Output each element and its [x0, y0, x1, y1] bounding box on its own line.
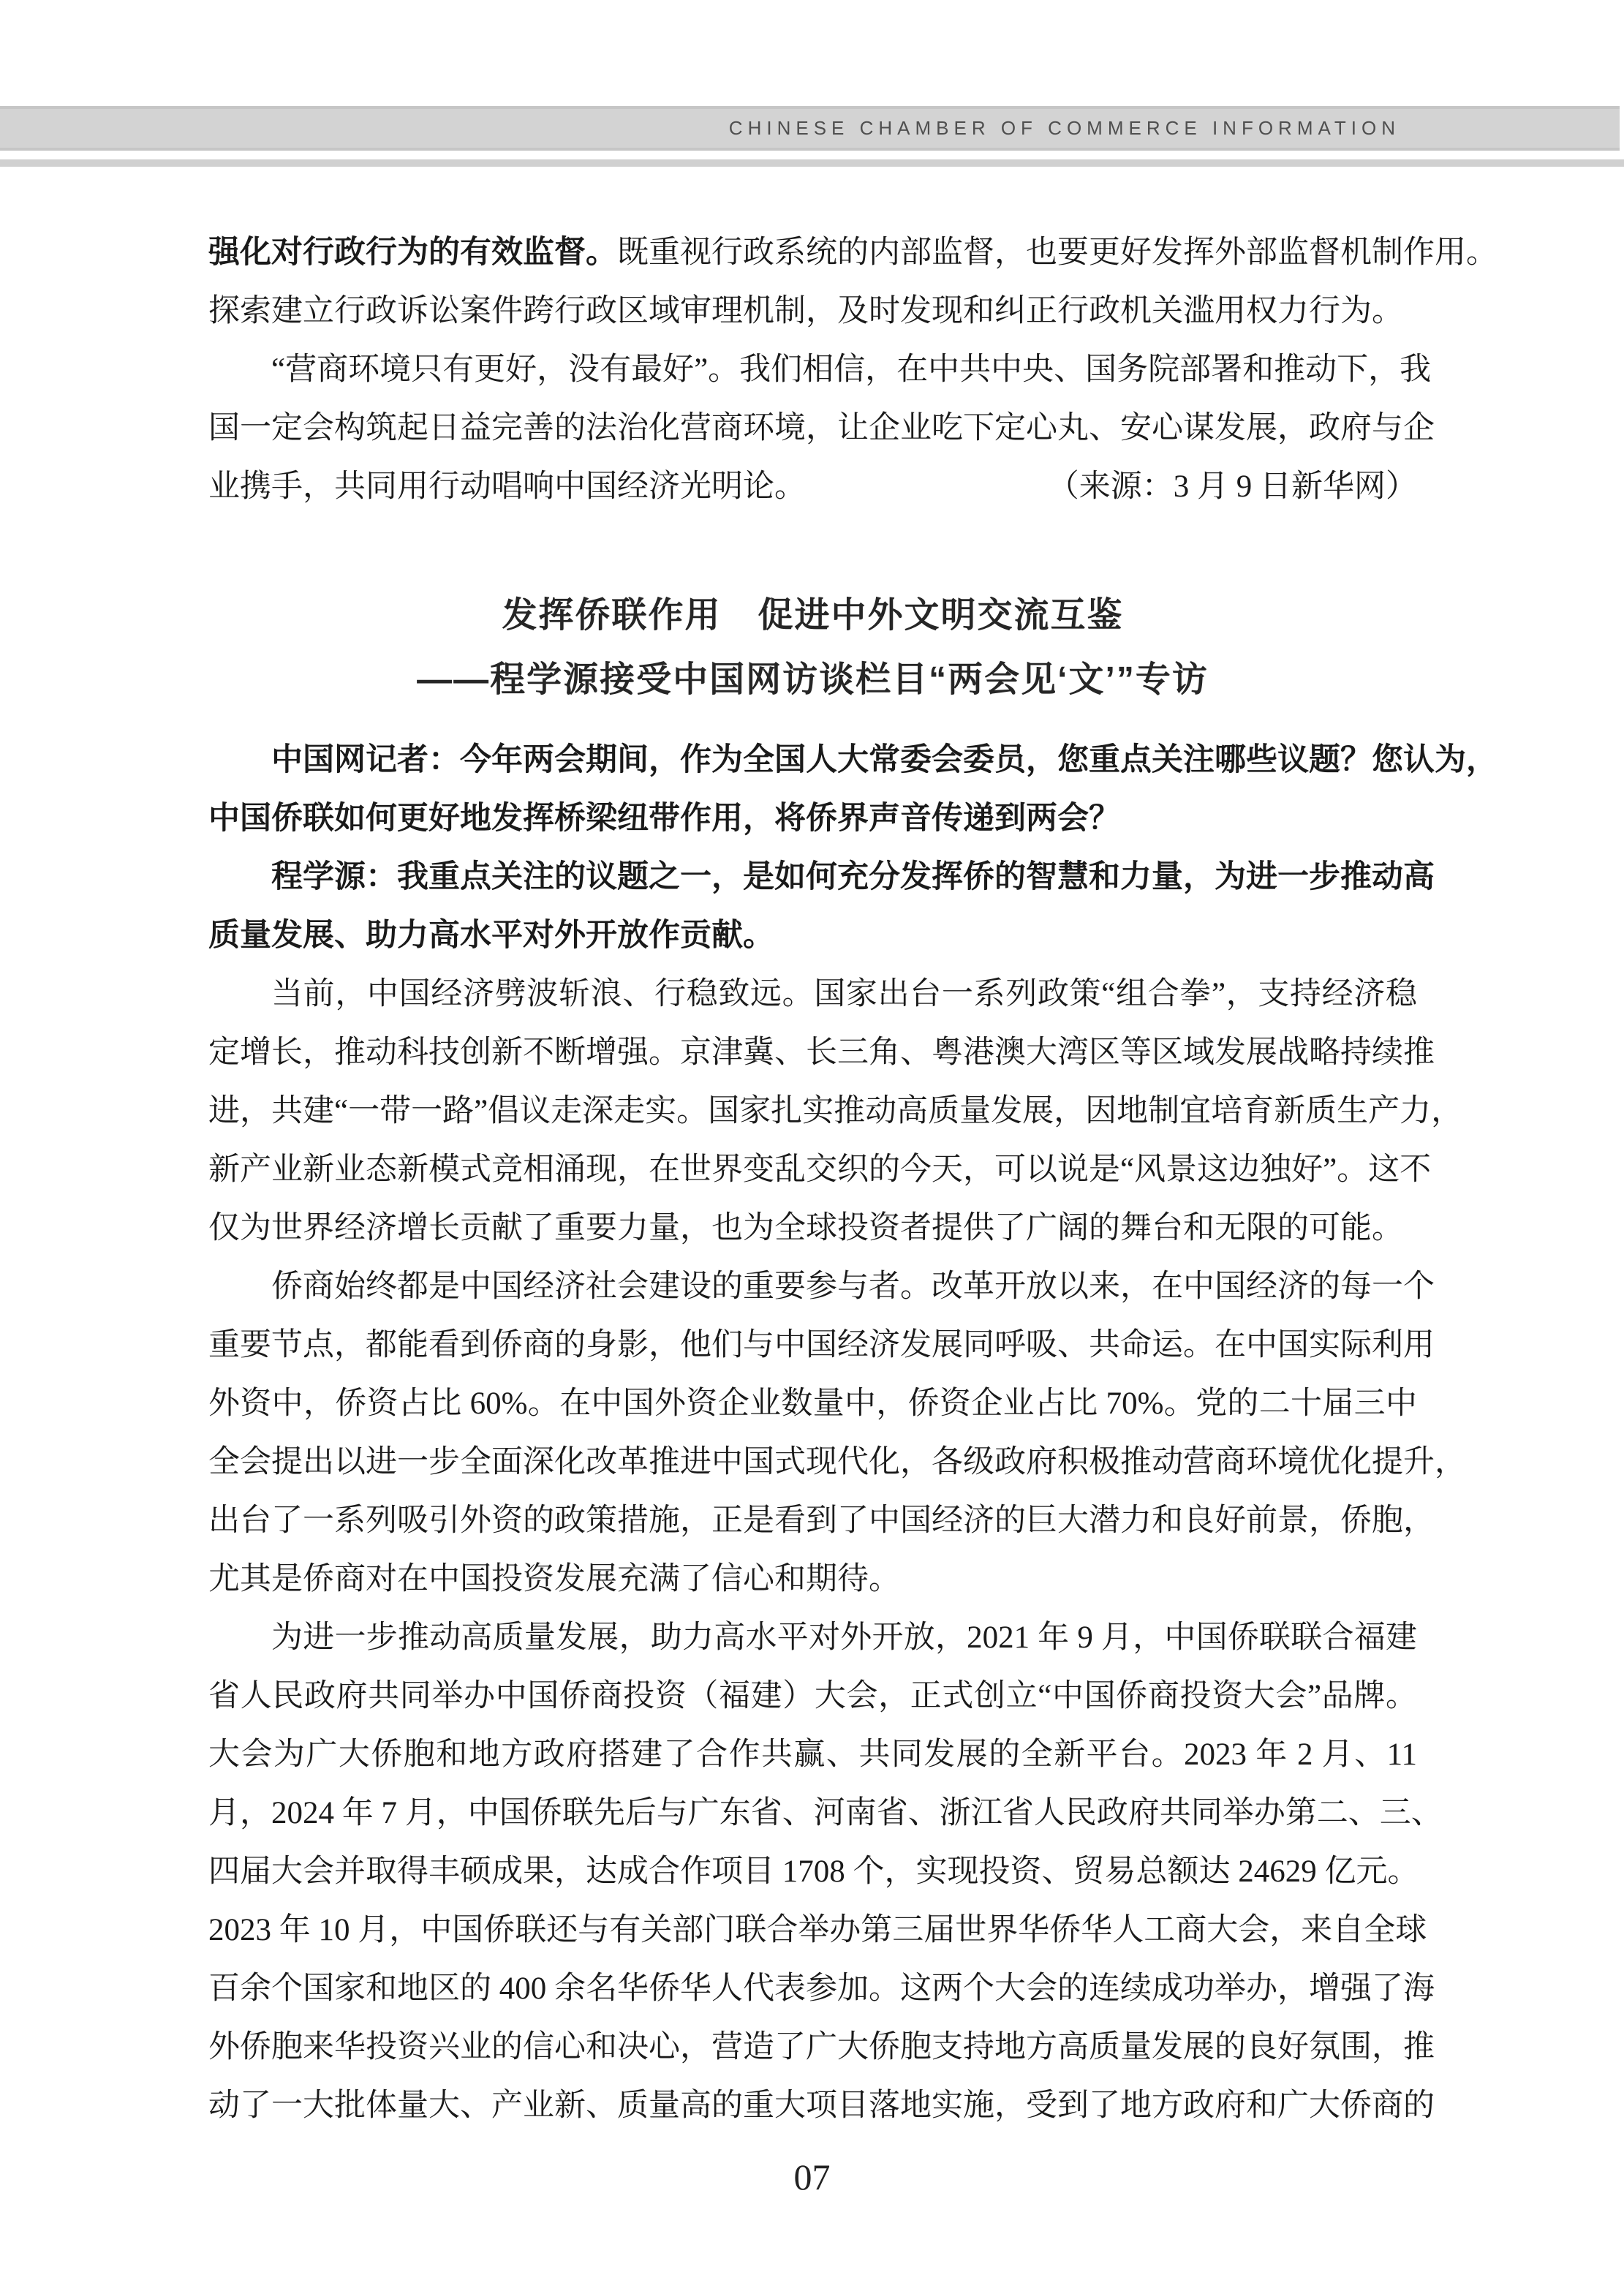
- header-band-thin: [0, 159, 1624, 167]
- text-line: 四届大会并取得丰硕成果，达成合作项目 1708 个，实现投资、贸易总额达 24629 亿元。: [208, 1854, 1419, 1889]
- text-line: 大会为广大侨胞和地方政府搭建了合作共赢、共同发展的全新平台。2023 年 2 月、11: [208, 1737, 1417, 1772]
- text-line: 重要节点，都能看到侨商的身影，他们与中国经济发展同呼吸、共命运。在中国实际利用: [208, 1328, 1435, 1362]
- bold-lead-text: 强化对行政行为的有效监督。: [208, 235, 617, 270]
- text-line: 外资中，侨资占比 60%。在中国外资企业数量中，侨资企业占比 70%。党的二十届三中: [208, 1386, 1417, 1421]
- header-band: [0, 106, 1620, 151]
- text-line: 程学源：我重点关注的议题之一，是如何充分发挥侨的智慧和力量，为进一步推动高: [271, 860, 1435, 894]
- text-line: 尤其是侨商对在中国投资发展充满了信心和期待。: [208, 1562, 900, 1596]
- text-line: 2023 年 10 月，中国侨联还与有关部门联合举办第三届世界华侨华人工商大会，来自全球: [208, 1913, 1427, 1947]
- text-line: [208, 458, 1417, 516]
- article-title-block: [208, 584, 1417, 712]
- text-line: 定增长，推动科技创新不断增强。京津冀、长三角、粤港澳大湾区等区域发展战略持续推: [208, 1035, 1435, 1070]
- text-line: 质量发展、助力高水平对外开放作贡献。: [208, 918, 774, 953]
- text-line: 侨商始终都是中国经济社会建设的重要参与者。改革开放以来，在中国经济的每一个: [271, 1269, 1435, 1304]
- text-line: 出台了一系列吸引外资的政策措施，正是看到了中国经济的巨大潜力和良好前景，侨胞，: [208, 1503, 1435, 1538]
- article-subtitle: ——程学源接受中国网访谈栏目“两会见‘文’”专访: [417, 660, 1209, 699]
- text-line: 月，2024 年 7 月，中国侨联先后与广东省、河南省、浙江省人民政府共同举办第二、三、: [208, 1796, 1443, 1830]
- text-line: 全会提出以进一步全面深化改革推进中国式现代化，各级政府积极推动营商环境优化提升，: [208, 1445, 1466, 1479]
- magazine-title-en: CHINESE CHAMBER OF COMMERCE INFORMATION: [728, 117, 1400, 139]
- body-text-segment: 既重视行政系统的内部监督，也要更好发挥外部监督机制作用。: [617, 235, 1498, 270]
- text-line: 探索建立行政诉讼案件跨行政区域审理机制，及时发现和纠正行政机关滥用权力行为。: [208, 294, 1403, 328]
- text-line: 省人民政府共同举办中国侨商投资（福建）大会，正式创立“中国侨商投资大会”品牌。: [208, 1679, 1417, 1713]
- text-line: 仅为世界经济增长贡献了重要力量，也为全球投资者提供了广阔的舞台和无限的可能。: [208, 1211, 1403, 1245]
- text-line: 中国侨联如何更好地发挥桥梁纽带作用，将侨界声音传递到两会？: [208, 801, 1120, 836]
- text-line: 国一定会构筑起日益完善的法治化营商环境，让企业吃下定心丸、安心谋发展，政府与企: [208, 411, 1435, 445]
- text-line: 当前，中国经济劈波斩浪、行稳致远。国家出台一系列政策“组合拳”，支持经济稳: [271, 977, 1417, 1011]
- article-title: 发挥侨联作用 促进中外文明交流互鉴: [502, 596, 1124, 635]
- paragraph-end-text: 业携手，共同用行动唱响中国经济光明论。: [208, 469, 806, 504]
- text-line: [208, 224, 1498, 282]
- text-line: 外侨胞来华投资兴业的信心和决心，营造了广大侨胞支持地方高质量发展的良好氛围，推: [208, 2030, 1435, 2064]
- text-line: 新产业新业态新模式竞相涌现，在世界变乱交织的今天，可以说是“风景这边独好”。这不: [208, 1152, 1432, 1187]
- page-number: 07: [793, 2156, 831, 2197]
- source-note: （来源：3 月 9 日新华网）: [1047, 469, 1417, 504]
- text-line: 为进一步推动高质量发展，助力高水平对外开放，2021 年 9 月，中国侨联联合福建: [271, 1620, 1417, 1655]
- text-line: “营商环境只有更好，没有最好”。我们相信，在中共中央、国务院部署和推动下，我: [271, 352, 1432, 387]
- text-line: 进，共建“一带一路”倡议走深走实。国家扎实推动高质量发展，因地制宜培育新质生产力，: [208, 1094, 1463, 1128]
- text-line: 动了一大批体量大、产业新、质量高的重大项目落地实施，受到了地方政府和广大侨商的: [208, 2088, 1435, 2123]
- body-text: [208, 224, 1498, 2135]
- text-line: 百余个国家和地区的 400 余名华侨华人代表参加。这两个大会的连续成功举办，增强了海: [208, 1971, 1435, 2006]
- text-line: 中国网记者：今年两会期间，作为全国人大常委会委员，您重点关注哪些议题？您认为，: [271, 743, 1498, 777]
